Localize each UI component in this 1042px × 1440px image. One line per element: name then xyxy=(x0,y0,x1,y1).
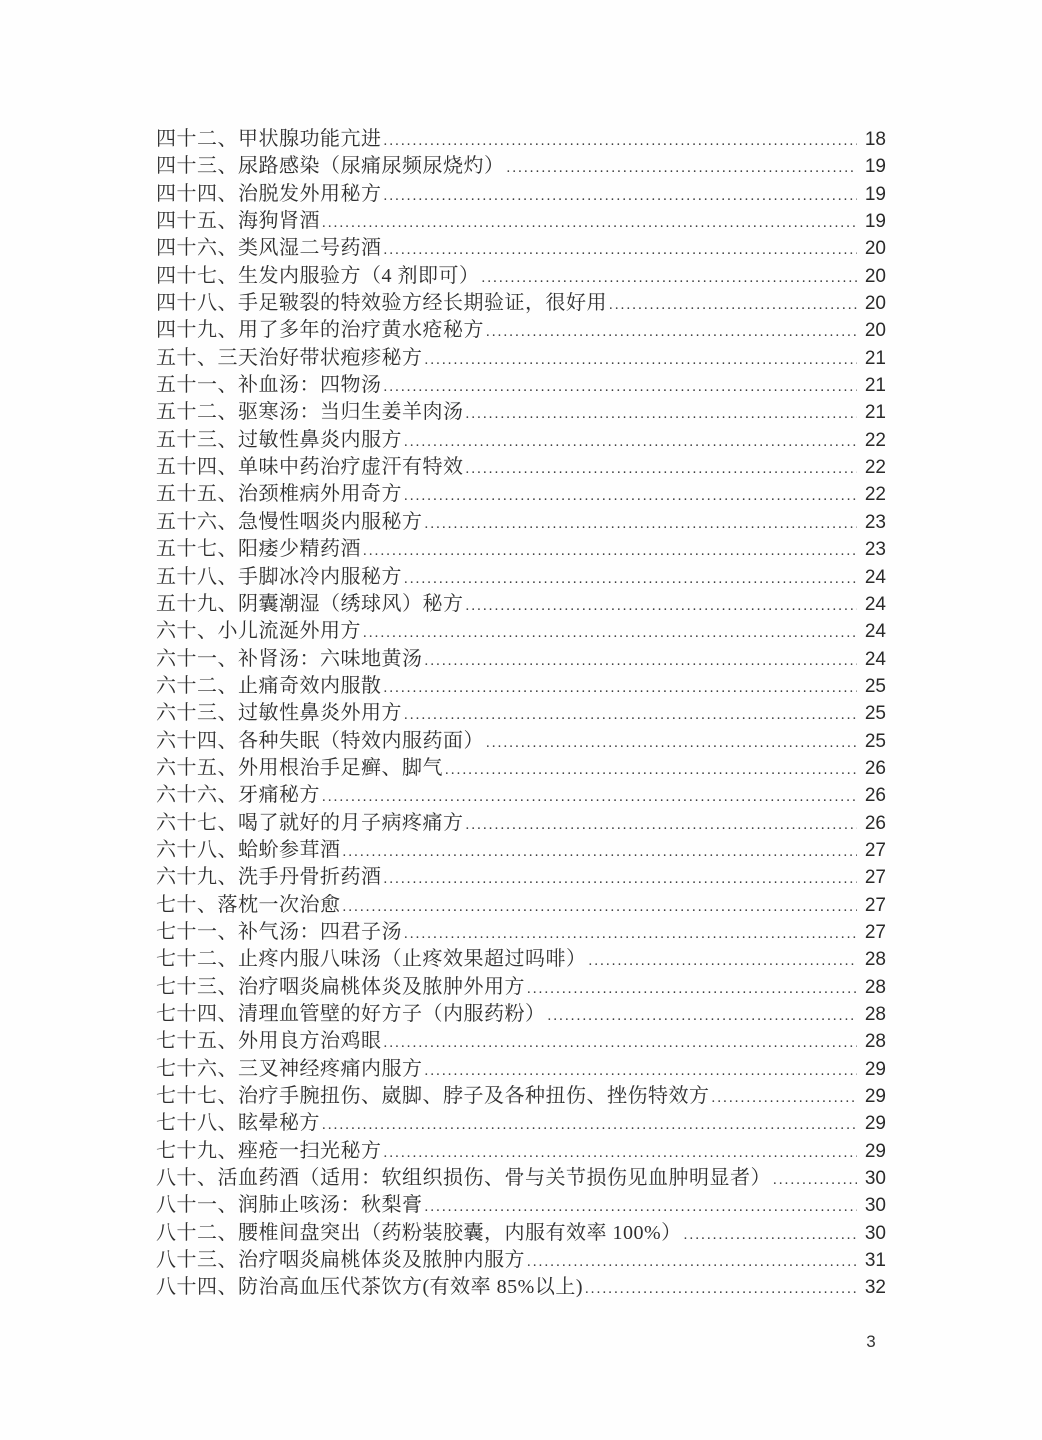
toc-entry xyxy=(156,454,886,481)
dot-leader xyxy=(425,648,858,675)
toc-entry-page-number: 20 xyxy=(864,293,886,315)
toc-entry-page-number: 23 xyxy=(864,539,886,561)
toc-entry-title: 四十六、类风湿二号药酒 xyxy=(156,237,382,260)
dot-leader xyxy=(466,812,858,839)
dot-leader xyxy=(773,1167,857,1194)
toc-entry-title: 六十四、各种失眠（特效内服药面） xyxy=(156,729,484,752)
dot-leader xyxy=(404,921,857,948)
toc-entry xyxy=(156,1001,886,1028)
toc-entry-page-number: 25 xyxy=(864,703,886,725)
toc-entry xyxy=(156,728,886,755)
toc-entry-title: 七十四、清理血管壁的好方子（内服药粉） xyxy=(156,1003,546,1025)
dot-leader xyxy=(466,593,858,620)
dot-leader xyxy=(445,757,857,784)
toc-entry-page-number: 29 xyxy=(864,1140,886,1162)
toc-entry-title: 六十三、过敏性鼻炎外用方 xyxy=(156,702,402,725)
dot-leader xyxy=(363,620,857,647)
dot-leader xyxy=(384,374,858,401)
toc-entry xyxy=(156,427,886,454)
dot-leader xyxy=(404,702,857,729)
toc-entry xyxy=(156,181,886,208)
toc-entry-title: 四十四、治脱发外用秘方 xyxy=(156,182,382,205)
footer-page-number: 3 xyxy=(866,1332,876,1351)
toc-entry-title: 七十八、眩晕秘方 xyxy=(156,1112,320,1135)
toc-entry xyxy=(156,1028,886,1055)
toc-entry xyxy=(156,673,886,700)
toc-entry-page-number: 31 xyxy=(864,1250,886,1272)
toc-entry-title: 四十三、尿路感染（尿痛尿频尿烧灼） xyxy=(156,155,505,178)
toc-entry-page-number: 18 xyxy=(864,129,886,150)
toc-entry-page-number: 29 xyxy=(864,1113,886,1135)
toc-entry-page-number: 27 xyxy=(864,894,886,916)
dot-leader xyxy=(466,456,858,483)
dot-leader xyxy=(343,894,858,921)
toc-entry-title: 四十八、手足皲裂的特效验方经长期验证，很好用 xyxy=(156,292,607,315)
toc-entry xyxy=(156,837,886,864)
toc-entry xyxy=(156,1165,886,1192)
toc-entry xyxy=(156,1274,886,1301)
toc-entry-page-number: 29 xyxy=(864,1086,886,1108)
toc-entry-page-number: 26 xyxy=(864,812,886,834)
dot-leader xyxy=(589,948,858,975)
toc-entry-page-number: 28 xyxy=(864,1004,886,1025)
toc-entry-title: 八十三、治疗咽炎扁桃体炎及脓肿内服方 xyxy=(156,1249,525,1272)
toc-entry-page-number: 25 xyxy=(864,675,886,697)
toc-entry-page-number: 20 xyxy=(864,265,886,287)
toc-entry-title: 六十八、蛤蚧参茸酒 xyxy=(156,838,341,861)
dot-leader xyxy=(384,128,858,155)
toc-entry xyxy=(156,235,886,262)
toc-entry xyxy=(156,536,886,563)
toc-entry xyxy=(156,919,886,946)
toc-entry-title: 五十七、阳痿少精药酒 xyxy=(156,538,361,561)
toc-entry-title: 七十二、止疼内服八味汤（止疼效果超过吗啡） xyxy=(156,948,587,971)
toc-entry-page-number: 32 xyxy=(864,1277,886,1299)
dot-leader xyxy=(343,839,858,866)
dot-leader xyxy=(585,1276,857,1303)
toc-entry-page-number: 27 xyxy=(864,839,886,861)
toc-entry-page-number: 20 xyxy=(864,320,886,342)
toc-entry-title: 七十一、补气汤：四君子汤 xyxy=(156,920,402,943)
toc-entry-page-number: 28 xyxy=(864,1031,886,1053)
toc-entry-title: 五十四、单味中药治疗虚汗有特效 xyxy=(156,456,464,479)
toc-entry-title: 七十五、外用良方治鸡眼 xyxy=(156,1030,382,1053)
toc-entry-title: 六十五、外用根治手足癣、脚气 xyxy=(156,756,443,779)
toc-entry-page-number: 21 xyxy=(864,402,886,424)
toc-entry xyxy=(156,263,886,290)
toc-entry-page-number: 19 xyxy=(864,211,886,233)
toc-entry xyxy=(156,618,886,645)
toc-entry-title: 八十一、润肺止咳汤：秋梨膏 xyxy=(156,1194,423,1217)
toc-entry xyxy=(156,974,886,1001)
dot-leader xyxy=(404,429,857,456)
toc-entry-title: 五十五、治颈椎病外用奇方 xyxy=(156,483,402,506)
dot-leader xyxy=(425,1194,858,1221)
dot-leader xyxy=(527,1249,857,1276)
toc-entry xyxy=(156,782,886,809)
dot-leader xyxy=(384,866,858,893)
toc-entry xyxy=(156,810,886,837)
toc-entry xyxy=(156,290,886,317)
toc-entry-title: 六十二、止痛奇效内服散 xyxy=(156,674,382,697)
dot-leader xyxy=(404,566,857,593)
toc-entry-title: 四十二、甲状腺功能亢进 xyxy=(156,128,382,150)
toc-entry-title: 六十、小儿流涎外用方 xyxy=(156,620,361,643)
toc-entry-page-number: 29 xyxy=(864,1058,886,1080)
toc-entry-title: 六十七、喝了就好的月子病疼痛方 xyxy=(156,811,464,834)
dot-leader xyxy=(425,1058,858,1085)
toc-entry xyxy=(156,1083,886,1110)
toc-entry xyxy=(156,399,886,426)
toc-entry-title: 五十九、阴囊潮湿（绣球风）秘方 xyxy=(156,592,464,615)
toc-entry-page-number: 19 xyxy=(864,183,886,205)
dot-leader xyxy=(425,347,858,374)
toc-entry-title: 五十三、过敏性鼻炎内服方 xyxy=(156,428,402,451)
toc-entry-title: 五十一、补血汤：四物汤 xyxy=(156,374,382,397)
toc-entry-page-number: 30 xyxy=(864,1195,886,1217)
toc-entry xyxy=(156,946,886,973)
dot-leader xyxy=(482,265,858,292)
dot-leader xyxy=(527,976,857,1003)
dot-leader xyxy=(609,292,857,319)
toc-entry-title: 六十一、补肾汤：六味地黄汤 xyxy=(156,647,423,670)
toc-entry-page-number: 23 xyxy=(864,511,886,533)
toc-entry xyxy=(156,1192,886,1219)
dot-leader xyxy=(384,675,858,702)
dot-leader xyxy=(322,784,857,811)
toc-entry-page-number: 30 xyxy=(864,1168,886,1190)
toc-entry xyxy=(156,864,886,891)
toc-entry xyxy=(156,591,886,618)
dot-leader xyxy=(363,538,857,565)
toc-entry-page-number: 25 xyxy=(864,730,886,752)
dot-leader xyxy=(322,210,857,237)
toc-entry xyxy=(156,892,886,919)
toc-entry-page-number: 24 xyxy=(864,648,886,670)
toc-entry-page-number: 21 xyxy=(864,375,886,397)
toc-entry-title: 八十二、腰椎间盘突出（药粉装胶囊，内服有效率 100%） xyxy=(156,1221,682,1244)
dot-leader xyxy=(425,511,858,538)
toc-entry-title: 四十九、用了多年的治疗黄水疮秘方 xyxy=(156,319,484,342)
dot-leader xyxy=(684,1222,857,1249)
toc-entry-title: 四十七、生发内服验方（4 剂即可） xyxy=(156,264,480,287)
toc-entry-title: 七十六、三叉神经疼痛内服方 xyxy=(156,1057,423,1080)
toc-entry-page-number: 20 xyxy=(864,238,886,260)
dot-leader xyxy=(507,155,858,182)
toc-entry xyxy=(156,1138,886,1165)
dot-leader xyxy=(404,483,857,510)
toc-entry-title: 五十六、急慢性咽炎内服秘方 xyxy=(156,510,423,533)
toc-entry-page-number: 24 xyxy=(864,566,886,588)
dot-leader xyxy=(384,183,858,210)
toc-entry-page-number: 24 xyxy=(864,593,886,615)
toc-entry xyxy=(156,564,886,591)
dot-leader xyxy=(384,1030,858,1057)
toc-entry-title: 七十七、治疗手腕扭伤、崴脚、脖子及各种扭伤、挫伤特效方 xyxy=(156,1085,710,1108)
toc-entry-page-number: 30 xyxy=(864,1222,886,1244)
toc-entry xyxy=(156,153,886,180)
toc-entry-title: 七十三、治疗咽炎扁桃体炎及脓肿外用方 xyxy=(156,975,525,998)
toc-entry xyxy=(156,1220,886,1247)
toc-entry-page-number: 22 xyxy=(864,457,886,479)
toc-entry-page-number: 19 xyxy=(864,156,886,178)
toc-entry-title: 五十二、驱寒汤：当归生姜羊肉汤 xyxy=(156,401,464,424)
toc-entry xyxy=(156,1056,886,1083)
toc-entry xyxy=(156,317,886,344)
toc-entry-page-number: 26 xyxy=(864,757,886,779)
dot-leader xyxy=(486,319,857,346)
toc-entry-title: 五十八、手脚冰冷内服秘方 xyxy=(156,565,402,588)
toc-entry xyxy=(156,126,886,153)
toc-entry-page-number: 21 xyxy=(864,347,886,369)
dot-leader xyxy=(384,237,858,264)
toc-entry-title: 六十六、牙痛秘方 xyxy=(156,784,320,807)
toc-entry xyxy=(156,1247,886,1274)
toc-list xyxy=(156,126,886,1302)
toc-entry-page-number: 28 xyxy=(864,949,886,971)
toc-entry-title: 七十、落枕一次治愈 xyxy=(156,893,341,916)
toc-entry xyxy=(156,1110,886,1137)
toc-entry-page-number: 26 xyxy=(864,785,886,807)
dot-leader xyxy=(548,1003,858,1030)
toc-entry xyxy=(156,372,886,399)
dot-leader xyxy=(322,1112,857,1139)
toc-entry-title: 六十九、洗手丹骨折药酒 xyxy=(156,866,382,889)
toc-entry-page-number: 22 xyxy=(864,429,886,451)
toc-entry xyxy=(156,700,886,727)
toc-entry-title: 八十四、防治高血压代茶饮方(有效率 85%以上) xyxy=(156,1276,583,1299)
toc-entry xyxy=(156,646,886,673)
dot-leader xyxy=(384,1140,858,1167)
toc-entry xyxy=(156,509,886,536)
toc-entry-page-number: 22 xyxy=(864,484,886,506)
toc-entry xyxy=(156,481,886,508)
toc-entry-page-number: 24 xyxy=(864,621,886,643)
toc-entry-title: 五十、三天治好带状疱疹秘方 xyxy=(156,346,423,369)
toc-entry-page-number: 27 xyxy=(864,867,886,889)
toc-entry xyxy=(156,345,886,372)
toc-entry-page-number: 27 xyxy=(864,921,886,943)
toc-entry-title: 四十五、海狗肾酒 xyxy=(156,210,320,233)
dot-leader xyxy=(466,401,858,428)
toc-entry xyxy=(156,208,886,235)
toc-entry-title: 八十、活血药酒（适用：软组织损伤、骨与关节损伤见血肿明显者） xyxy=(156,1167,771,1190)
toc-entry-page-number: 28 xyxy=(864,976,886,998)
toc-entry-title: 七十九、痤疮一扫光秘方 xyxy=(156,1139,382,1162)
dot-leader xyxy=(712,1085,858,1112)
toc-entry xyxy=(156,755,886,782)
dot-leader xyxy=(486,730,857,757)
